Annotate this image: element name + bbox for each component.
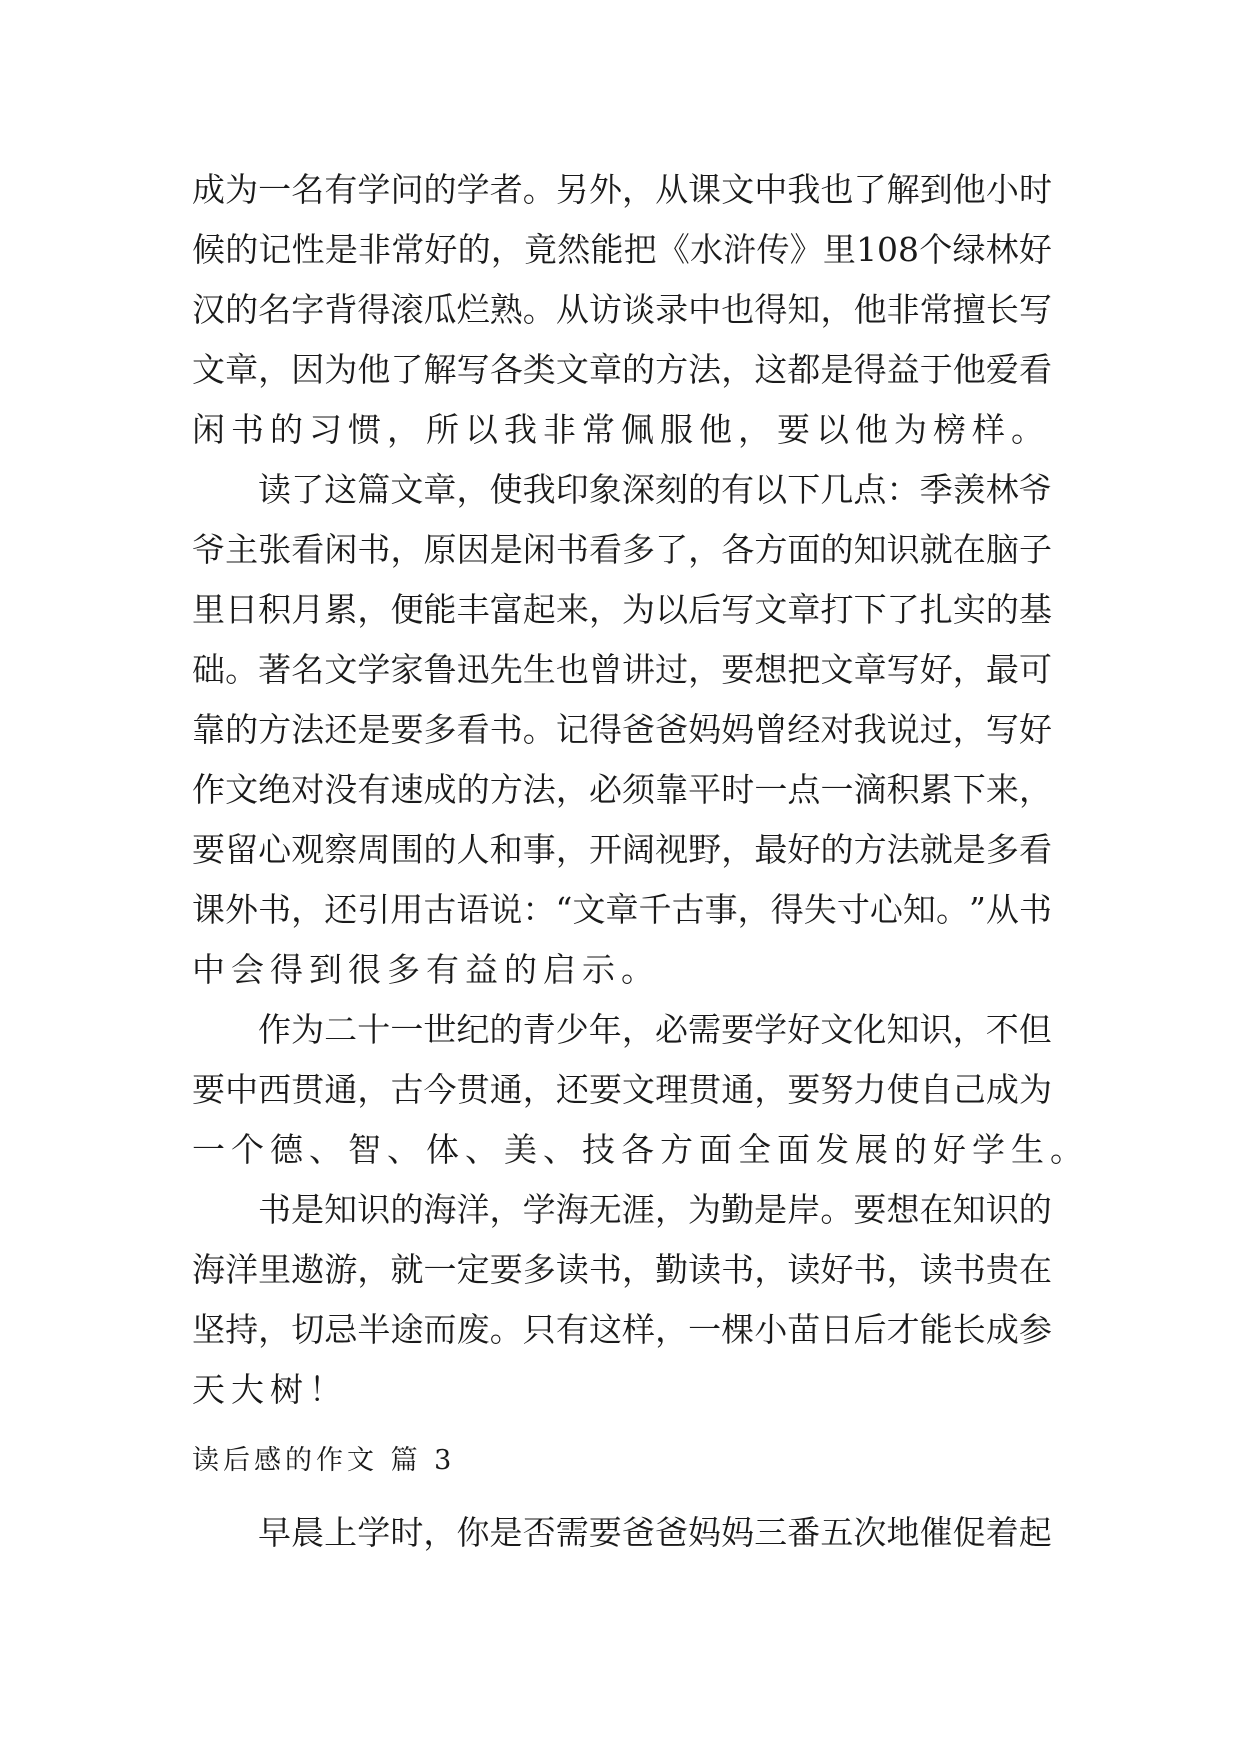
document-body [192, 160, 1089, 1420]
paragraph [192, 1180, 1052, 1420]
text-line: 天大树！ [192, 1370, 348, 1409]
text-line: 坚 持 ， 切 忌 半 途 而 废 。 只 有 这 样 ， 一 棵 小 苗 日 后 才 能 长 成 参 [192, 1310, 1052, 1349]
text-line: 作 文 绝 对 没 有 速 成 的 方 法 ， 必 须 靠 平 时 一 点 一 滴 积 累 下 来 ， [192, 770, 1052, 809]
paragraph [192, 160, 1052, 460]
text-line: 文 章 ， 因 为 他 了 解 写 各 类 文 章 的 方 法 ， 这 都 是 得 益 于 他 爱 看 [192, 350, 1052, 389]
text-line: 候 的 记 性 是 非 常 好 的 ， 竟 然 能 把 《 水 浒 传 》 里 108 个 绿 林 好 [192, 230, 1052, 269]
text-line: 靠 的 方 法 还 是 要 多 看 书 。 记 得 爸 爸 妈 妈 曾 经 对 我 说 过 ， 写 好 [192, 710, 1052, 749]
text-line: 爷 主 张 看 闲 书 ， 原 因 是 闲 书 看 多 了 ， 各 方 面 的 知 识 就 在 脑 子 [192, 530, 1052, 569]
text-line: 课 外 书 ， 还 引 用 古 语 说 ： “ 文 章 千 古 事 ， 得 失 寸 心 知 。 ” 从 书 [192, 890, 1052, 929]
text-line: 闲书的习惯，所以我非常佩服他，要以他为榜样。 [192, 410, 1050, 449]
text-line: 成 为 一 名 有 学 问 的 学 者 。 另 外 ， 从 课 文 中 我 也 了 解 到 他 小 时 [192, 170, 1052, 209]
section-heading: 读后感的作文 篇 3 [192, 1445, 456, 1476]
text-line: 海 洋 里 遨 游 ， 就 一 定 要 多 读 书 ， 勤 读 书 ， 读 好 书 ， 读 书 贵 在 [192, 1250, 1052, 1289]
paragraph [192, 1000, 1089, 1180]
text-line: 要 中 西 贯 通 ， 古 今 贯 通 ， 还 要 文 理 贯 通 ， 要 努 力 使 自 己 成 为 [192, 1070, 1052, 1109]
text-line: 早 晨 上 学 时 ， 你 是 否 需 要 爸 爸 妈 妈 三 番 五 次 地 催 促 着 起 [258, 1513, 1052, 1552]
text-line: 中会得到很多有益的启示。 [192, 950, 660, 989]
text-line: 读 了 这 篇 文 章 ， 使 我 印 象 深 刻 的 有 以 下 几 点 ： 季 羡 林 爷 [258, 470, 1052, 509]
paragraph [192, 460, 1052, 1000]
text-line: 础 。 著 名 文 学 家 鲁 迅 先 生 也 曾 讲 过 ， 要 想 把 文 章 写 好 ， 最 可 [192, 650, 1052, 689]
text-line: 里 日 积 月 累 ， 便 能 丰 富 起 来 ， 为 以 后 写 文 章 打 下 了 扎 实 的 基 [192, 590, 1052, 629]
text-line: 书 是 知 识 的 海 洋 ， 学 海 无 涯 ， 为 勤 是 岸 。 要 想 在 知 识 的 [258, 1190, 1052, 1229]
text-line: 汉 的 名 字 背 得 滚 瓜 烂 熟 。 从 访 谈 录 中 也 得 知 ， 他 非 常 擅 长 写 [192, 290, 1052, 329]
text-line: 要 留 心 观 察 周 围 的 人 和 事 ， 开 阔 视 野 ， 最 好 的 方 法 就 是 多 看 [192, 830, 1052, 869]
paragraph [192, 1503, 1052, 1563]
text-line: 作 为 二 十 一 世 纪 的 青 少 年 ， 必 需 要 学 好 文 化 知 识 ， 不 但 [258, 1010, 1052, 1049]
text-line: 一个德、智、体、美、技各方面全面发展的好学生。 [192, 1130, 1089, 1169]
